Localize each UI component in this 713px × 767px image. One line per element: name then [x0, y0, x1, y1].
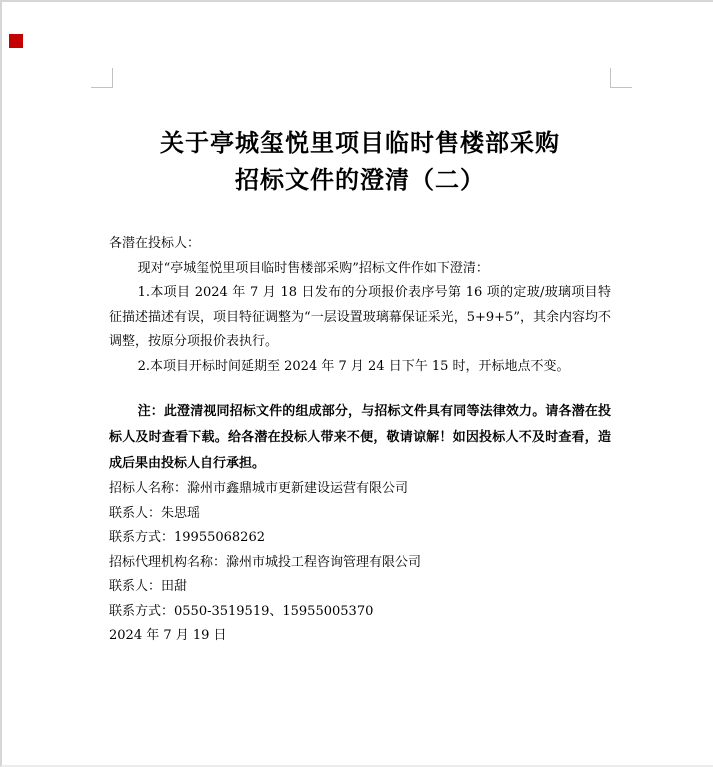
date-line: 2024 年 7 月 19 日 — [109, 628, 227, 643]
tenderer-name-line: 招标人名称：滁州市鑫鼎城市更新建设运营有限公司 — [109, 481, 409, 496]
red-marker-square — [9, 34, 23, 48]
document-title-line-1: 关于亭城玺悦里项目临时售楼部采购 — [160, 128, 560, 157]
clarification-item-2: 2.本项目开标时间延期至 2024 年 7 月 24 日下午 15 时，开标地点不变。 — [137, 358, 570, 374]
contact-person-line-1: 联系人：朱思瑶 — [109, 505, 201, 521]
intro-paragraph: 现对“亭城玺悦里项目临时售楼部采购”招标文件作如下澄清： — [137, 260, 489, 276]
salutation: 各潜在投标人： — [109, 236, 201, 251]
document-title — [109, 124, 611, 198]
agency-name-line: 招标代理机构名称：滁州市城投工程咨询管理有限公司 — [109, 554, 422, 570]
crop-mark-top-right — [610, 68, 632, 88]
document-title-line-2: 招标文件的澄清（二） — [235, 165, 485, 194]
contact-block — [109, 477, 611, 649]
contact-person-line-2: 联系人：田甜 — [109, 579, 188, 594]
document-text — [109, 232, 611, 649]
note-paragraph: 注：此澄清视同招标文件的组成部分，与招标文件具有同等法律效力。请各潜在投标人及时查看下载。给各潜在投标人带来不便，敬请谅解！如因投标人不及时查看，造成后果由投标人自行承担。 — [109, 404, 611, 471]
phone-line-1: 联系方式：19955068262 — [109, 530, 265, 545]
document-body — [109, 2, 611, 649]
phone-line-2: 联系方式：0550-3519519、15955005370 — [109, 603, 374, 619]
clarification-item-1: 1.本项目 2024 年 7 月 18 日发布的分项报价表序号第 16 项的定玻/玻璃项目特征描述描述有误，项目特征调整为“一层设置玻璃幕保证采光，5+9+5”，其余内容均不调整，按原分项报价表执行。 — [109, 285, 611, 349]
